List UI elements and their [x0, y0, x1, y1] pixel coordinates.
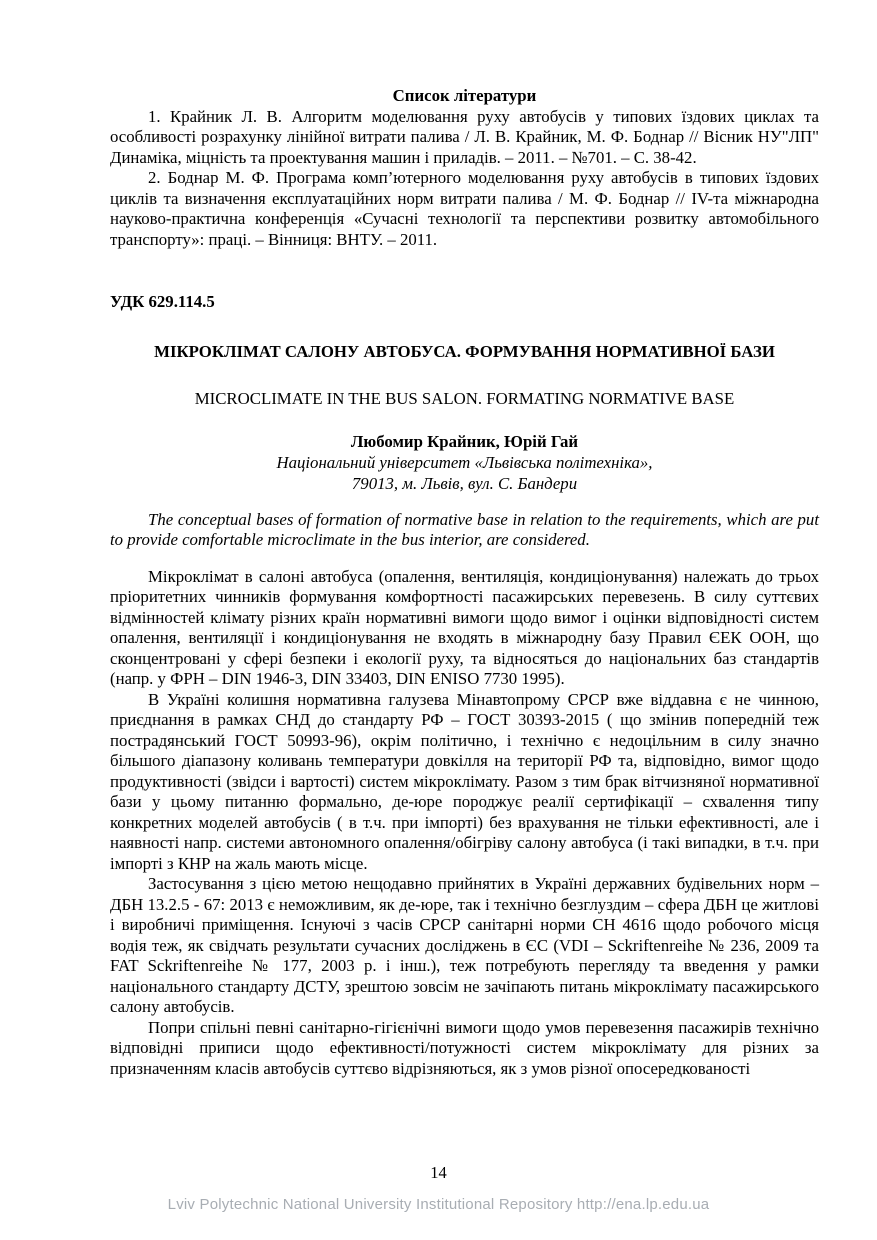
- body-paragraph-3: Застосування з цією метою нещодавно прийнятих в Україні державних будівельних норм – ДБН 13.2.5 - 67: 2013 є неможливим, як де-юре, так і технічно безглуздим – сфера ДБН це житлові і виробничі приміщення. Існуючі з часів СРСР санітарні норми СН 4616 щодо робочого місця водія теж, як свідчать результати сучасних досліджень в ЄС (VDI – Sckriftenreihe № 236, 2009 та FAT Sckriftenreihe № 177, 2003 р. і інш.), теж потребують перегляду та введення у рамки національного стандарту ДСТУ, зрештою зовсім не зачіпають питань мікроклімату пасажирського салону автобусів.: [110, 874, 819, 1016]
- page-number: 14: [430, 1163, 447, 1182]
- body-paragraph-2: В Україні колишня нормативна галузева Мінавтопрому СРСР вже віддавна є не чинною, приєднання в рамках СНД до стандарту РФ – ГОСТ 30393-2015 ( що змінив попередній теж пострадянський ГОСТ 50993-96), окрім політично, і технічно є недоцільним в силу значно більшого діапазону коливань температури довкілля на території РФ та, відповідно, вимог щодо продуктивності (звідси і вартості) систем мікроклімату. Разом з тим брак вітчизняної нормативної бази у цьому питанню формально, де-юре породжує реалії сертифікації – схвалення типу конкретних моделей автобусів ( в т.ч. при імпорті) без врахування не тільки ефективності, але і наявності напр. системи автономного опалення/обігріву салону автобуса (і такі випадки, в т.ч. при імпорті з КНР на жаль мають місце.: [110, 689, 819, 873]
- body-paragraph-4: Попри спільні певні санітарно-гігієнічні вимоги щодо умов перевезення пасажирів технічно відповідні приписи щодо ефективності/потужності систем мікроклімату для різних за призначенням класів автобусів суттєво відрізняються, як з умов різної опосередкованості: [110, 1017, 819, 1078]
- reference-item-2: 2. Боднар М. Ф. Програма комп’ютерного моделювання руху автобусів в типових їздових циклів та визначення експлуатаційних норм витрати палива / М. Ф. Боднар // IV-та міжнародна науково-практична конференція «Сучасні технології та перспективи розвитку автомобільного транспорту»: праці. – Вінниця: ВНТУ. – 2011.: [110, 168, 819, 249]
- affiliation-line-1: Національний університет «Львівська політехніка»,: [276, 452, 653, 472]
- article-body: [110, 567, 819, 1080]
- article-title-uk: МІКРОКЛІМАТ САЛОНУ АВТОБУСА. ФОРМУВАННЯ НОРМАТИВНОЇ БАЗИ: [154, 341, 775, 361]
- body-paragraph-1: Мікроклімат в салоні автобуса (опалення, вентиляція, кондиціонування) належать до трьох пріоритетних чинників формування комфортності пасажирських перевезень. В силу суттєвих відмінностей клімату різних країн нормативні вимоги щодо вимог і оцінки відповідності систем опалення, вентиляції і кондиціонування не входять в міжнародну базу Правил ЄЕК ООН, що сконцентровані у сфері безпеки і екології руху, та відносяться до національних баз стандартів (напр. у ФРН – DIN 1946-3, DIN 33403, DIN ENISO 7730 1995).: [110, 566, 819, 688]
- affiliation-line-2: 79013, м. Львів, вул. С. Бандери: [351, 473, 578, 493]
- article-abstract: The conceptual bases of formation of normative base in relation to the requirements, which are put to provide comfortable microclimate in the bus interior, are considered.: [110, 509, 819, 549]
- references-section: [110, 86, 819, 250]
- udc-label: УДК 629.114.5: [110, 292, 215, 311]
- references-heading: Список літератури: [392, 86, 537, 105]
- article-authors: Любомир Крайник, Юрій Гай: [350, 431, 579, 451]
- reference-item-1: 1. Крайник Л. В. Алгоритм моделювання руху автобусів у типових їздових циклах та особливості розрахунку лінійної витрати палива / Л. В. Крайник, М. Ф. Боднар // Вісник НУ"ЛП" Динаміка, міцність та проектування машин і приладів. – 2011. – №701. – С. 38-42.: [110, 106, 819, 167]
- repository-footer: Lviv Polytechnic National University Institutional Repository http://ena.lp.edu.ua: [167, 1196, 710, 1213]
- article-title-en: MICROCLIMATE IN THE BUS SALON. FORMATING NORMATIVE BASE: [194, 388, 735, 408]
